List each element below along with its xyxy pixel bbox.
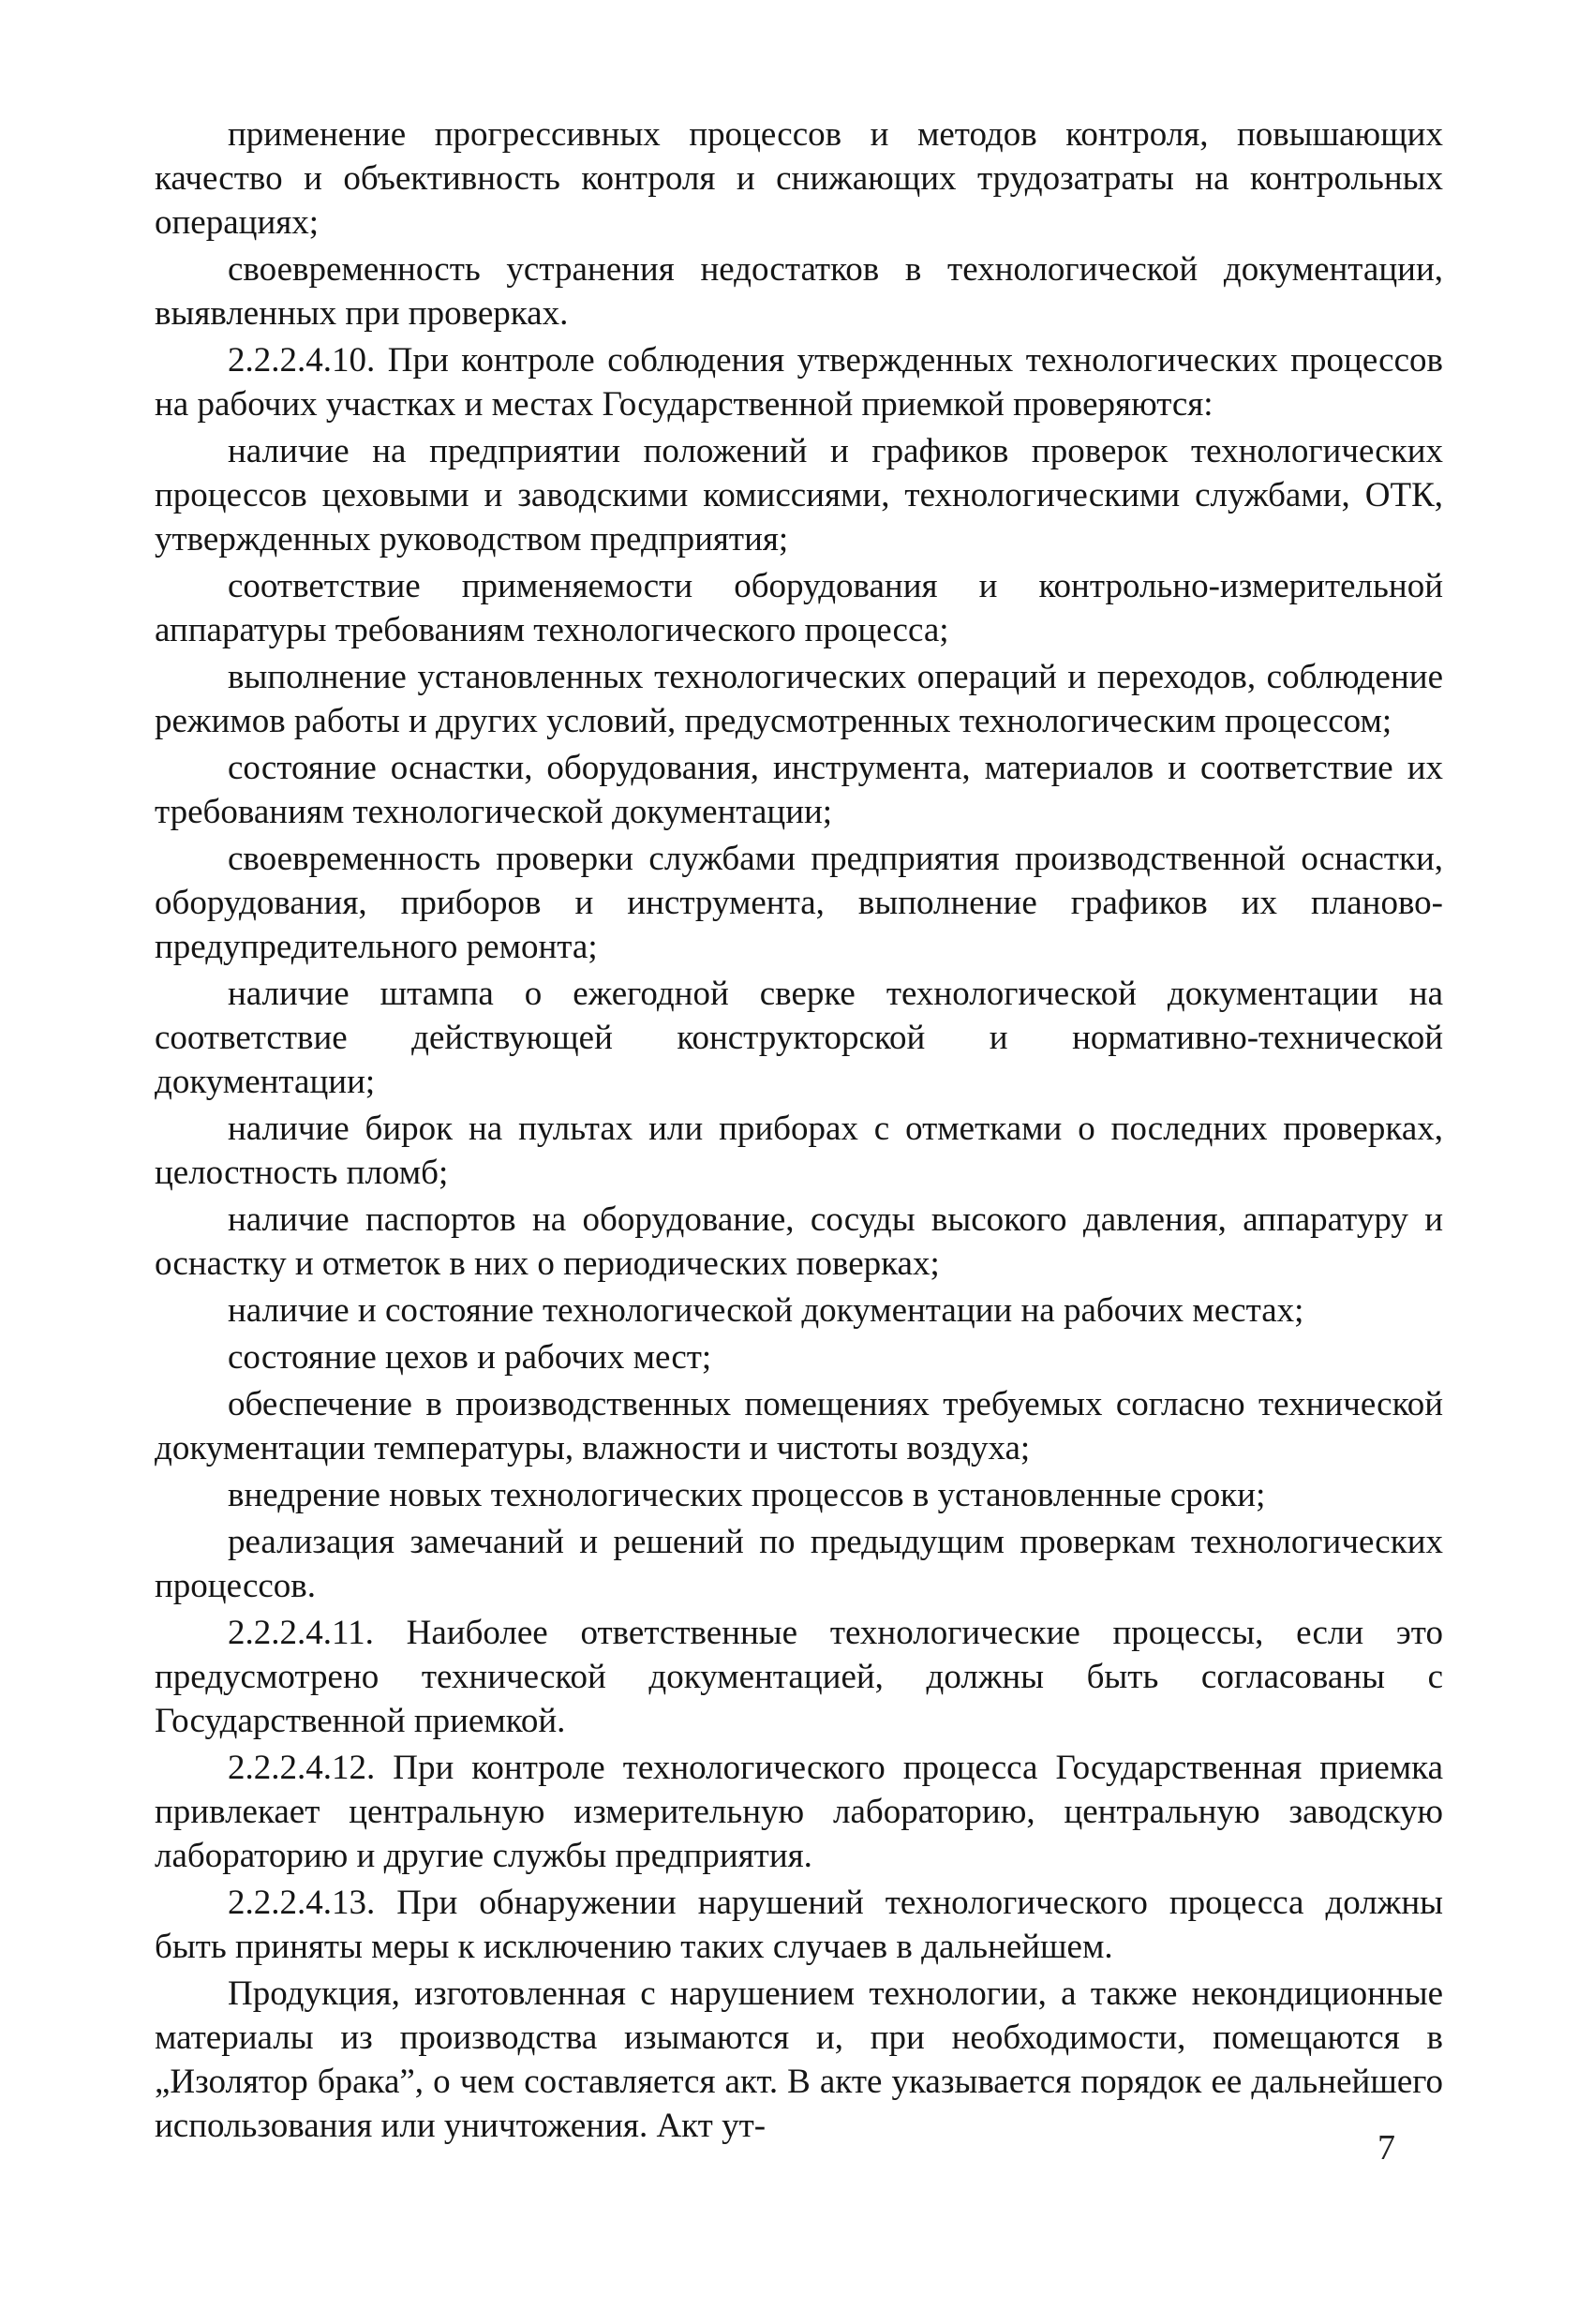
paragraph: 2.2.2.4.10. При контроле соблюдения утвержденных технологических процессов на рабочих участках и местах Государственной приемкой проверяются: <box>155 341 1443 424</box>
paragraph: наличие и состояние технологической документации на рабочих местах; <box>228 1291 1304 1330</box>
paragraph: внедрение новых технологических процессов в установленные сроки; <box>228 1476 1266 1514</box>
paragraph: выполнение установленных технологических операций и переходов, соблюдение режимов работы и других условий, предусмотренных технологическим процессом; <box>155 658 1443 740</box>
page-number: 7 <box>1377 2128 1395 2168</box>
paragraph: применение прогрессивных процессов и методов контроля, повышающих качество и объективность контроля и снижающих трудозатраты на контрольных операциях; <box>155 115 1443 242</box>
paragraph: обеспечение в производственных помещениях требуемых согласно технической документации температуры, влажности и чистоты воздуха; <box>155 1385 1443 1467</box>
paragraph: состояние оснастки, оборудования, инструмента, материалов и соответствие их требованиям технологической документации; <box>155 749 1443 831</box>
paragraph: 2.2.2.4.11. Наиболее ответственные технологические процессы, если это предусмотрено технической документацией, должны быть согласованы с Государственной приемкой. <box>155 1614 1443 1740</box>
document-body <box>155 112 1443 2151</box>
paragraph: соответствие применяемости оборудования и контрольно-измерительной аппаратуры требованиям технологического процесса; <box>155 567 1443 649</box>
paragraph: состояние цехов и рабочих мест; <box>228 1338 712 1377</box>
paragraph: 2.2.2.4.12. При контроле технологического процесса Государственная приемка привлекает центральную измерительную лабораторию, центральную заводскую лабораторию и другие службы предприятия. <box>155 1749 1443 1875</box>
paragraph: Продукция, изготовленная с нарушением технологии, а также некондиционные материалы из производства изымаются и, при необходимости, помещаются в „Изолятор брака”, о чем составляется акт. В акте указывается порядок ее дальнейшего использования или уничтожения. Акт ут- <box>155 1974 1443 2145</box>
paragraph: наличие бирок на пультах или приборах с отметками о последних проверках, целостность пломб; <box>155 1110 1443 1192</box>
paragraph: своевременность проверки службами предприятия производственной оснастки, оборудования, приборов и инструмента, выполнение графиков их планово-предупредительного ремонта; <box>155 840 1443 966</box>
paragraph: наличие штампа о ежегодной сверке технологической документации на соответствие действующей конструкторской и нормативно-технической документации; <box>155 975 1443 1101</box>
paragraph: реализация замечаний и решений по предыдущим проверкам технологических процессов. <box>155 1523 1443 1605</box>
paragraph: 2.2.2.4.13. При обнаружении нарушений технологического процесса должны быть приняты меры к исключению таких случаев в дальнейшем. <box>155 1884 1443 1966</box>
paragraph: наличие на предприятии положений и графиков проверок технологических процессов цеховыми и заводскими комиссиями, технологическими службами, ОТК, утвержденных руководством предприятия; <box>155 432 1443 559</box>
paragraph: своевременность устранения недостатков в технологической документации, выявленных при проверках. <box>155 250 1443 333</box>
paragraph: наличие паспортов на оборудование, сосуды высокого давления, аппаратуру и оснастку и отметок в них о периодических поверках; <box>155 1200 1443 1283</box>
